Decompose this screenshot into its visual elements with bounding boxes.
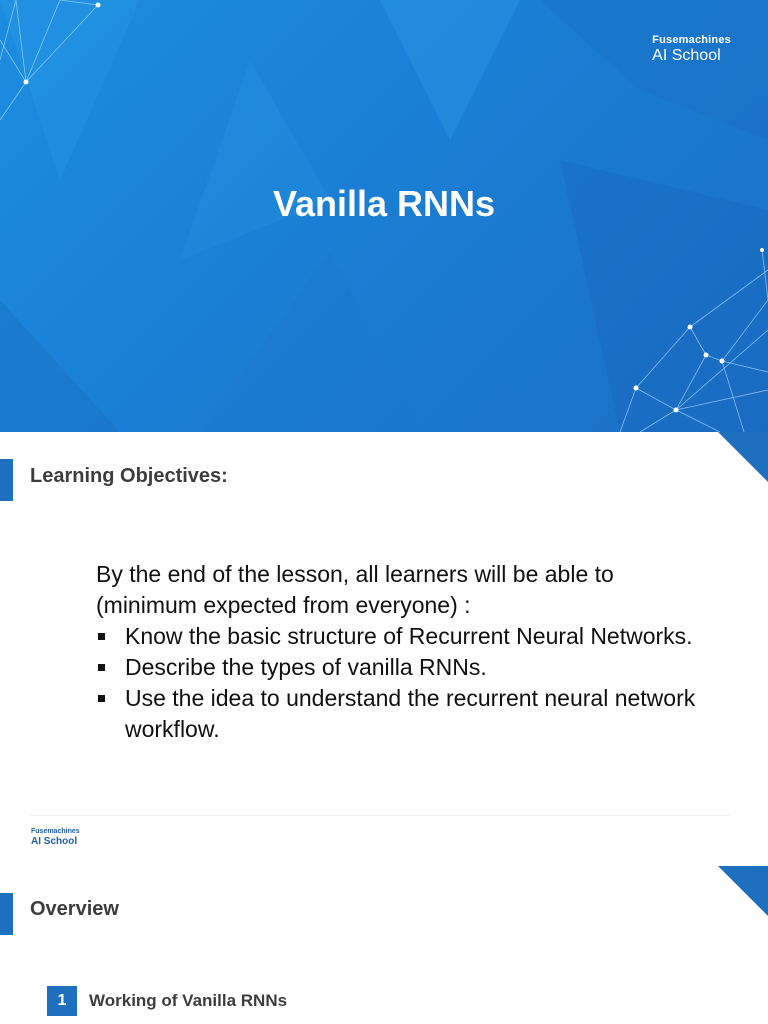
list-item	[96, 621, 696, 652]
slide-title: Vanilla RNNs	[272, 183, 496, 224]
list-item-text: Describe the types of vanilla RNNs.	[125, 654, 487, 680]
section-heading-overview: Overview	[30, 898, 119, 920]
footer-brand-logo	[31, 828, 80, 847]
section-accent-bar	[0, 459, 13, 501]
section-heading-objectives: Learning Objectives:	[30, 465, 228, 487]
square-bullet-icon	[98, 695, 105, 702]
objectives-list	[96, 621, 696, 745]
list-item	[96, 683, 696, 745]
section-accent-bar	[0, 893, 13, 935]
list-item-text: Use the idea to understand the recurrent neural network workflow.	[125, 685, 696, 742]
square-bullet-icon	[98, 664, 105, 671]
overview-item	[47, 986, 287, 1016]
square-bullet-icon	[98, 633, 105, 640]
title-slide	[0, 0, 768, 432]
footer-brand-name: Fusemachines	[31, 828, 80, 835]
overview-item-number: 1	[47, 986, 77, 1016]
list-item	[96, 652, 696, 683]
slide-divider	[30, 815, 730, 816]
brand-name: Fusemachines	[652, 34, 731, 46]
corner-triangle-decoration	[718, 432, 768, 482]
list-item-text: Know the basic structure of Recurrent Neural Networks.	[125, 623, 693, 649]
brand-subtitle: AI School	[652, 47, 721, 64]
objectives-intro-text: By the end of the lesson, all learners will be able to (minimum expected from everyone) :	[96, 561, 614, 618]
footer-brand-subtitle: AI School	[31, 836, 78, 847]
corner-triangle-decoration	[718, 866, 768, 916]
brand-logo	[652, 34, 731, 65]
overview-item-label: Working of Vanilla RNNs	[89, 991, 288, 1010]
